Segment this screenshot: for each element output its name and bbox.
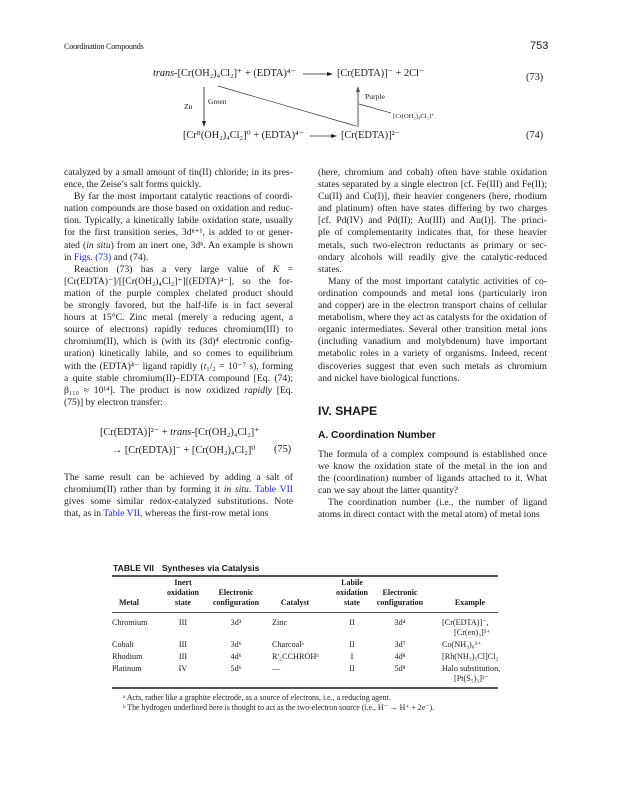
table-cell (231, 618, 242, 628)
text-line (64, 496, 293, 508)
table-cell-text: II (349, 664, 355, 673)
table-cell-text: IV (178, 664, 188, 673)
eq73-products: [Cr(EDTA)]⁻ + 2Cl⁻ (337, 68, 425, 79)
table-cell (112, 640, 134, 650)
table-cell (179, 664, 188, 674)
text-line (318, 312, 547, 324)
column-header (455, 598, 485, 608)
table-cell (394, 640, 405, 650)
equation-75-number: (75) (274, 444, 292, 455)
table-cell (349, 664, 354, 674)
text-segment: (here, chromium and cobalt) often have stable oxidation (318, 167, 547, 178)
column-header-line: Metal (119, 598, 139, 607)
text-line (318, 203, 547, 215)
text-line (318, 348, 547, 360)
text-line (64, 336, 293, 348)
text-segment: the (coordination) number of ligands attached to it. What (318, 473, 547, 485)
reagent-connector (359, 104, 391, 113)
text-line (318, 179, 547, 191)
column-header-line: configuration (376, 598, 424, 607)
table-cell-text: III (178, 640, 188, 649)
text-segment: ated ( (64, 239, 87, 251)
text-line (318, 449, 547, 461)
text-line (318, 361, 547, 373)
eq75-trans: trans (170, 427, 192, 438)
label-zn: Zn (184, 102, 193, 111)
text-line (318, 300, 547, 312)
table-cell (112, 618, 147, 628)
text-segment: a quite stable chromium(II)–EDTA compound [Eq. (74); (64, 372, 293, 384)
text-segment: states. (318, 263, 342, 275)
text-segment: Reaction (73) has a very large value of (74, 263, 273, 275)
column-header-line: oxidation (166, 588, 200, 597)
italic-text: in situ (223, 484, 249, 496)
table-cell (272, 664, 280, 674)
text-line (64, 191, 293, 203)
table-footnote-a: ᵃ Acts, rather like a graphite electrode, as a source of electrons, i.e., a reducing agent. (123, 693, 391, 702)
text-segment: ordination compounds and metal ions (particularly iron (318, 287, 547, 299)
text-line (64, 508, 293, 520)
table-cell-text: III (178, 618, 188, 627)
table-cell-text: 4d⁶ (230, 652, 242, 661)
text-segment: that, as in (64, 508, 104, 520)
text-segment: Cu(II) and Cu(I)], their heavier congeners (here, rhodium (318, 191, 547, 203)
text-segment: ondary alcohols will readily give the catalytic-reduced (318, 251, 547, 263)
column-header-line: Catalyst (280, 598, 310, 607)
table-cell-text: II (349, 618, 355, 627)
text-line (318, 373, 547, 385)
coordination-number-text (318, 449, 547, 522)
text-line (64, 203, 293, 215)
text-segment: ence, the Zeise’s salt forms quickly. (64, 179, 202, 191)
table-cell-text: 3d⁴ (394, 618, 406, 627)
table-cell (179, 652, 187, 662)
column-header-line: state (174, 598, 191, 607)
text-segment: discoveries suggest that even such metals as chromium (318, 360, 547, 372)
text-segment: The same result can be achieved by adding a salt of (64, 472, 293, 483)
table-cell (442, 664, 500, 684)
text-segment: and (74). (111, 251, 149, 263)
text-segment: and copper) are in the electron transport chains of cellular (318, 300, 547, 312)
table-cell (349, 618, 354, 628)
text-segment: = (279, 263, 293, 275)
text-segment: The formula of a complex compound is established once (318, 449, 547, 460)
equation-75-line2: → [Cr(EDTA)]⁻ + [Cr(OH₂)₄Cl₂]⁰ (112, 445, 256, 456)
text-segment: and nickel have biological functions. (318, 372, 460, 384)
text-segment: β₁₁₀ ≈ 10¹⁴]. The product is now oxidized (64, 384, 245, 396)
equation-75-line1 (100, 426, 260, 438)
text-segment: metabolic roles in a variety of organisms. Indeed, recent (318, 348, 547, 360)
table-cell (394, 618, 405, 628)
text-line (64, 361, 293, 373)
table-cell (112, 652, 142, 662)
text-segment: Many of the most important catalytic activities of co- (328, 275, 547, 287)
eq74-reactants: [Crᴵᴵ(OH₂)₄Cl₂]⁰ + (EDTA)⁴⁻ (183, 130, 305, 141)
table-cell (179, 618, 187, 628)
purple-arrowhead (356, 86, 360, 92)
text-segment: metabolism, where they act as catalysts for the oxidation of (318, 312, 547, 324)
table-cell-text: 3d³ (230, 618, 242, 627)
cross-reference-link[interactable]: Figs. (73) (73, 251, 112, 263)
table-cell-text: 3d⁷ (394, 640, 406, 649)
column-header-line: Electronic (382, 588, 418, 597)
table-header-rule (112, 612, 498, 613)
text-segment: [Cr(EDTA)⁻]/[[Cr(OH₂)₄Cl₂]⁺][(EDTA)⁴⁻], so the for- (64, 275, 293, 287)
column-header-line: Example (454, 598, 486, 607)
table-cell (442, 618, 490, 638)
text-line (318, 473, 547, 485)
column-header-line: Labile (341, 578, 363, 587)
text-line (318, 276, 547, 288)
text-segment: [Eq. (271, 384, 293, 396)
table-bottom-rule (112, 687, 498, 689)
table-cell (230, 640, 241, 650)
table-cell-text: 5d⁸ (394, 664, 406, 673)
text-line (64, 276, 293, 288)
table-cell (442, 652, 498, 662)
table-cell-text: Platinum (112, 664, 142, 673)
table-cell (112, 664, 142, 674)
text-segment: nation compounds are those based on oxidation and reduc- (64, 203, 293, 215)
table-cell (230, 652, 241, 662)
label-reagent: [Cr(OH₂)₄Cl₂]⁺ (393, 113, 435, 120)
table-caption (113, 563, 259, 573)
text-segment: and platinum) often have states differing by two charges (318, 203, 547, 215)
text-line (318, 336, 547, 348)
table-cell (272, 640, 304, 650)
text-segment: . (248, 484, 255, 496)
column-header-line: Electronic (218, 588, 254, 597)
table-cell-text: III (178, 652, 188, 661)
text-line (64, 264, 293, 276)
table-top-rule (112, 575, 498, 577)
table-cell-text: R′₂CCHROHᵇ (272, 652, 319, 661)
table-cell (351, 652, 354, 662)
text-line (64, 472, 293, 484)
text-line (64, 240, 293, 252)
text-segment: mation of the purple complex chelated product should (64, 287, 293, 299)
column-header (336, 578, 368, 608)
column-header-line: Inert (174, 578, 192, 587)
running-title: Coordination Compounds (64, 42, 144, 51)
eq73-reactants-text: [Cr(OH₂)₄Cl₂]⁺ + (EDTA)⁴⁻ (177, 68, 296, 79)
left-column-text-after-equation (64, 472, 293, 520)
eq73-arrowhead (327, 72, 333, 76)
table-cell (349, 640, 354, 650)
text-line (64, 300, 293, 312)
text-segment: chromium(II), which is (with its (3d)⁴ electronic config- (64, 336, 293, 348)
italic-text: rapidly (244, 384, 272, 396)
italic-text: in situ (86, 239, 111, 251)
table-cell (394, 652, 405, 662)
text-line (64, 484, 293, 496)
text-segment: The coordination number (i.e., the number of ligand (328, 497, 547, 509)
eq73-reactants (153, 67, 296, 79)
text-segment: chromium(II) rather than by forming it (64, 484, 224, 496)
text-segment: be strongly favored, but the half-life is in fact several (64, 300, 293, 312)
table-cell (394, 664, 405, 674)
text-line (318, 240, 547, 252)
text-line (318, 485, 547, 497)
text-segment: catalyzed by a small amount of tin(II) chloride; in its pres- (64, 167, 293, 178)
table-cell (272, 652, 319, 662)
label-green: Green (208, 97, 227, 106)
italic-text: K (272, 263, 280, 275)
column-header-line: oxidation (335, 588, 369, 597)
section-heading: IV. SHAPE (318, 404, 378, 418)
eq75-part1: [Cr(EDTA)]²⁻ + (100, 427, 171, 438)
text-segment: metals, such two-electron reductants as primary or sec- (318, 239, 547, 251)
text-segment: states separated by a single electron [cf. Fe(III) and Fe(II); (318, 179, 547, 191)
table-cell-text: Cobalt (112, 640, 134, 649)
page-number: 753 (530, 40, 549, 52)
text-segment: By far the most important catalytic reactions of coordi- (74, 191, 293, 203)
column-header (119, 598, 139, 608)
text-line (318, 167, 547, 179)
text-segment: [cf. Pd(IV) and Pd(II); Au(III) and Au(I)]. The princi- (318, 215, 547, 227)
eq73-trans-prefix: trans- (153, 68, 178, 79)
text-segment: can we say about the latter quantity? (318, 485, 459, 497)
text-line (64, 288, 293, 300)
eq74-arrowhead (331, 134, 337, 138)
table-footnote-b: ᵇ The hydrogen underlined here is thought to act as the two-electron source (i.e., H⁻ → H⁺ + 2e⁻). (123, 703, 435, 712)
text-line (318, 252, 547, 264)
subsection-heading: A. Coordination Number (318, 430, 436, 441)
text-line (318, 509, 547, 521)
text-segment: organic intermediates. Several other transition metal ions (318, 324, 547, 336)
table-cell-text: Halo substitution, (442, 664, 501, 673)
table-cell-text: [Cr(EDTA)]⁻, (442, 618, 489, 627)
table-cell-text: [Cr(en)₃]³⁺ (454, 628, 491, 637)
text-segment: with the (EDTA)⁴⁻ ligand rapidly ( (64, 360, 204, 372)
column-header-line: configuration (212, 598, 260, 607)
italic-text: t (203, 360, 207, 372)
table-cell-text: 5d⁶ (230, 664, 242, 673)
text-line (318, 215, 547, 227)
text-line (64, 373, 293, 385)
table-label: TABLE VII (113, 563, 154, 573)
table-cell-text: Rhodium (112, 652, 143, 661)
text-line (318, 227, 547, 239)
text-segment: ple of complementarity indicates that, for these heavier (318, 227, 547, 239)
text-line (318, 288, 547, 300)
table-cell-text: Chromium (112, 618, 148, 627)
text-segment: hours at 15°C. Zinc metal (merely a reducing agent, a (64, 312, 293, 324)
text-segment: we know the oxidation state of the metal in the ion and (318, 461, 547, 473)
text-line (64, 312, 293, 324)
column-header (213, 588, 259, 608)
table-cell (230, 664, 241, 674)
column-header (377, 588, 423, 608)
eq75-part3: -[Cr(OH₂)₄Cl₂]⁺ (191, 427, 260, 438)
text-segment: (including vanadium and molybdenum) have important (318, 336, 547, 348)
text-segment: , whereas the first-row metal ions (139, 508, 269, 520)
text-segment: gives some similar redox-catalyzed substitutions. Note (64, 496, 293, 508)
table-cell (442, 640, 481, 650)
table-cell-text: Zinc (272, 618, 288, 627)
table-cell-text: Co(NH₃)₆³⁺ (442, 640, 482, 649)
text-segment: in (64, 251, 74, 263)
column-header-line: state (343, 598, 360, 607)
text-line (64, 215, 293, 227)
text-segment: source of electrons) rapidly reduces chromium(III) to (64, 324, 293, 336)
diagonal-connector (218, 86, 356, 126)
left-column-text (64, 167, 293, 409)
text-line (64, 179, 293, 191)
text-line (318, 497, 547, 509)
cross-reference-link[interactable]: Table VII (254, 484, 293, 496)
column-header (281, 598, 309, 608)
eq74-products: [Cr(EDTA)]²⁻ (341, 130, 401, 141)
text-line (64, 252, 293, 264)
cross-reference-link[interactable]: Table VII (103, 508, 140, 520)
table-cell-text: I (350, 652, 354, 661)
text-segment: for the first transition series, 3dⁿ⁺¹, is added to or gener- (64, 227, 293, 239)
scheme-arrows (0, 0, 617, 160)
text-line (318, 324, 547, 336)
text-line (64, 167, 293, 179)
text-line (64, 397, 293, 409)
table-cell-text: 3d⁶ (230, 640, 242, 649)
text-line (318, 191, 547, 203)
text-segment: tion. Typically, a kinetically labile oxidation state, usually (64, 215, 293, 227)
eq74-number: (74) (526, 130, 544, 141)
table-cell-text: — (272, 664, 281, 673)
text-line (64, 385, 293, 397)
right-column-text (318, 167, 547, 385)
text-segment: ) from an inert one, 3dⁿ. An example is shown (110, 239, 293, 251)
table-cell-text: Charcoalᵃ (272, 640, 304, 649)
text-segment: atoms in direct contact with the metal atom) of metal ions (318, 509, 540, 521)
text-line (64, 227, 293, 239)
text-line (318, 264, 547, 276)
table-cell (272, 618, 287, 628)
text-line (318, 461, 547, 473)
table-cell-text: [Pt(S₅)₃]²⁻ (454, 674, 489, 683)
eq73-number: (73) (526, 72, 544, 83)
label-purple: Purple (365, 92, 385, 101)
table-cell-text: II (349, 640, 355, 649)
text-segment: uration) kinetically labile, and so comes to equilibrium (64, 348, 293, 360)
table-title: Syntheses via Catalysis (161, 563, 260, 573)
text-line (64, 324, 293, 336)
table-cell-text: [Rh(NH₃)₅Cl]Cl₂ (442, 652, 499, 661)
table-cell (179, 640, 187, 650)
text-segment: (75)] by electron transfer: (64, 396, 163, 408)
column-header (167, 578, 199, 608)
text-segment: ₁/₂ = 10⁻⁷ s), forming (206, 360, 293, 372)
table-cell-text: 4d⁸ (394, 652, 406, 661)
text-line (64, 348, 293, 360)
zn-arrowhead (202, 121, 206, 127)
